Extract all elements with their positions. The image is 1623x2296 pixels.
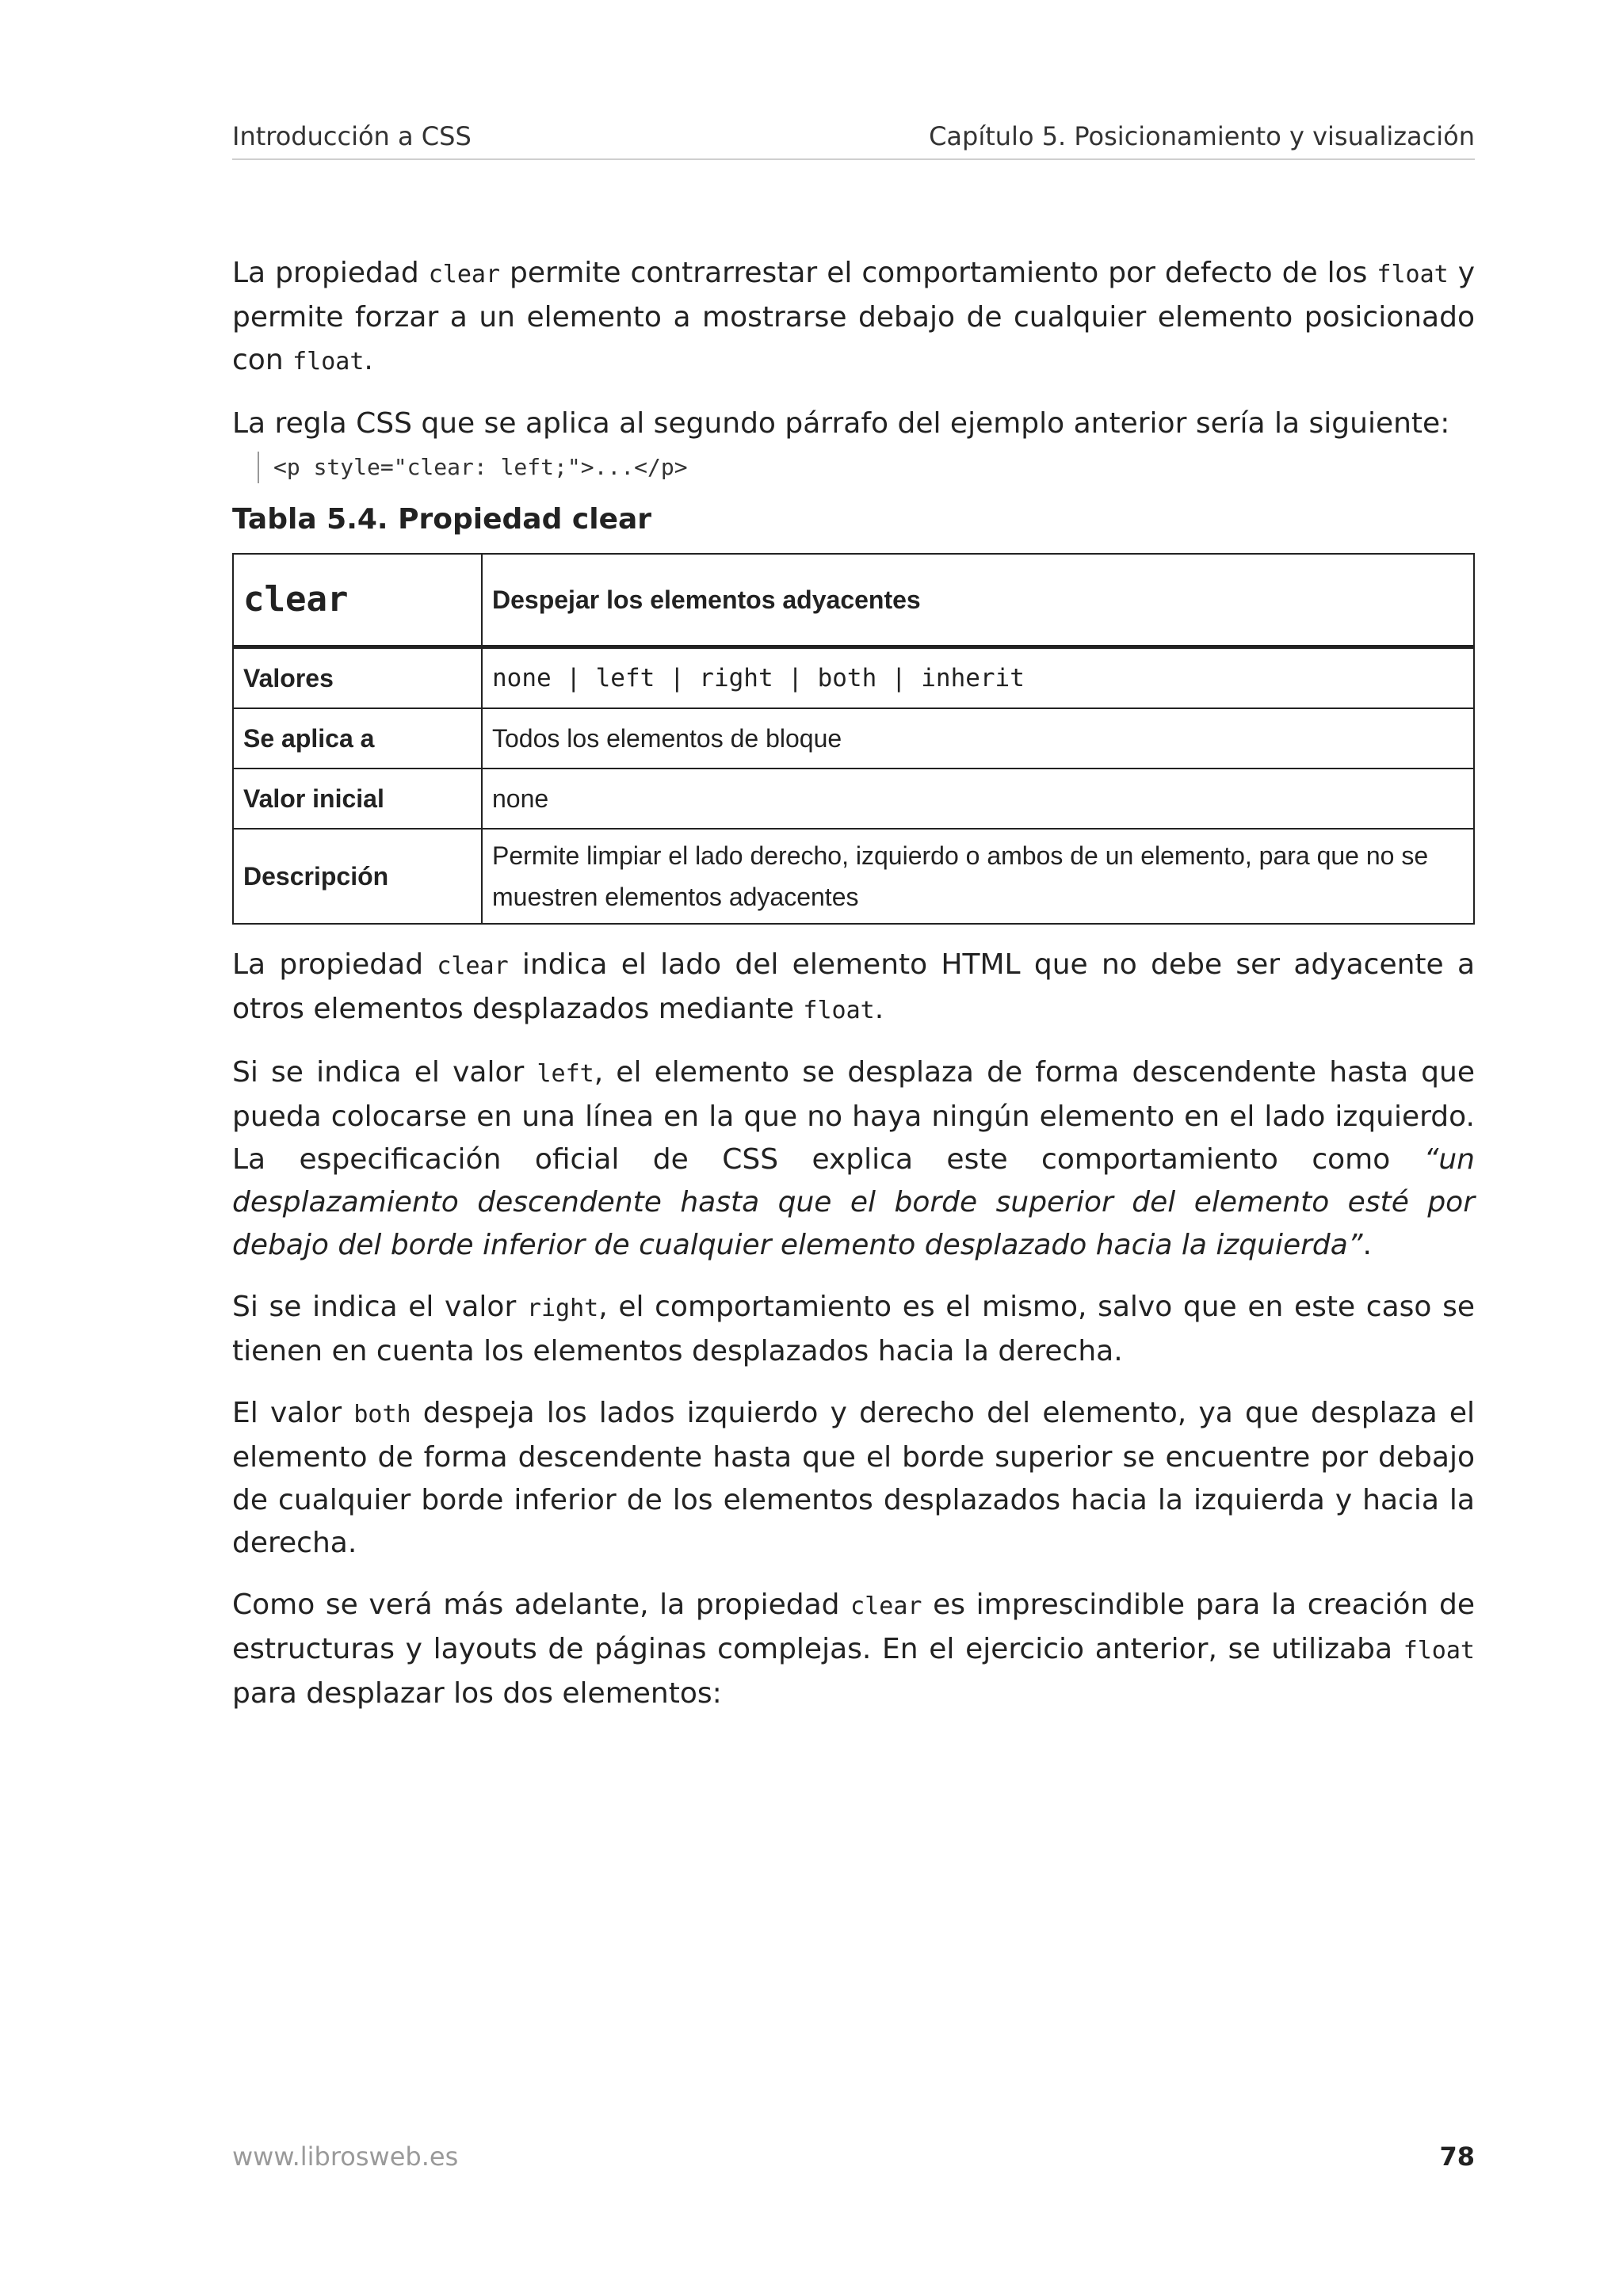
inline-code: left xyxy=(537,1060,594,1088)
text: y permite forzar a un elemento a mostrarse debajo de cualquier elemento posicionado con xyxy=(232,257,1476,376)
header-book-title: Introducción a CSS xyxy=(232,121,472,151)
row-value: Todos los elementos de bloque xyxy=(482,708,1474,769)
property-table xyxy=(232,553,1475,925)
inline-code: float xyxy=(292,348,365,376)
table-row xyxy=(233,829,1474,924)
row-value: none | left | right | both | inherit xyxy=(482,647,1474,709)
footer-site-url: www.librosweb.es xyxy=(232,2142,459,2172)
spec-quote: “un desplazamiento descendente hasta que el borde superior del elemento esté por debajo del borde inferior de cualquier elemento desplazado hacia la izquierda” xyxy=(232,1143,1475,1261)
row-label: Descripción xyxy=(233,829,482,924)
inline-code: float xyxy=(1403,1637,1475,1665)
paragraph-clear-meaning xyxy=(232,944,1475,1032)
text: La propiedad xyxy=(232,948,437,981)
text: El valor xyxy=(232,1397,354,1429)
row-label: Valor inicial xyxy=(233,769,482,829)
inline-code: clear xyxy=(428,261,501,288)
text: La propiedad xyxy=(232,257,429,289)
inline-code: clear xyxy=(437,952,509,980)
property-name: clear xyxy=(233,554,482,647)
text: permite contrarrestar el comportamiento por defecto de los xyxy=(500,257,1377,289)
inline-code: float xyxy=(1377,261,1449,288)
page-footer xyxy=(232,2139,1475,2174)
table-row xyxy=(233,769,1474,829)
code-example: <p style="clear: left;">...</p> xyxy=(258,452,1475,483)
page-number: 78 xyxy=(1439,2142,1475,2172)
document-page xyxy=(232,0,1475,2296)
inline-code: clear xyxy=(850,1592,922,1620)
inline-code: right xyxy=(526,1295,599,1322)
table-header-row xyxy=(233,554,1474,647)
row-label: Se aplica a xyxy=(233,708,482,769)
text: despeja los lados izquierdo y derecho del elemento, ya que desplaza el elemento de forma descendente hasta que el borde superior se encuentre por debajo de cualquier borde inferior de los elementos desplazados hacia la izquierda y hacia la derecha. xyxy=(232,1397,1476,1559)
text: , el elemento se desplaza de forma descendente hasta que pueda colocarse en una línea en la que no haya ningún elemento en el lado izquierdo. La especificación oficial de CSS explica este comportamiento como xyxy=(232,1056,1475,1176)
paragraph-right-value xyxy=(232,1286,1475,1373)
header-chapter-title: Capítulo 5. Posicionamiento y visualización xyxy=(929,121,1475,151)
text: es imprescindible para la creación de estructuras y layouts de páginas complejas. En el ejercicio anterior, se utilizaba xyxy=(232,1589,1475,1665)
paragraph-left-value xyxy=(232,1051,1475,1267)
text: . xyxy=(364,344,373,376)
page-content xyxy=(232,252,1475,1715)
table-caption: Tabla 5.4. Propiedad clear xyxy=(232,503,652,536)
paragraph-both-value xyxy=(232,1392,1475,1565)
row-value: none xyxy=(482,769,1474,829)
text: Como se verá más adelante, la propiedad xyxy=(232,1589,851,1621)
table-row xyxy=(233,647,1474,709)
paragraph-clear-intro xyxy=(232,252,1475,383)
text: indica el lado del elemento HTML que no debe ser adyacente a otros elementos desplazados mediante xyxy=(232,948,1476,1025)
text: . xyxy=(1362,1229,1372,1261)
running-header xyxy=(232,120,1475,160)
text: Si se indica el valor xyxy=(232,1056,537,1089)
row-label: Valores xyxy=(233,647,482,709)
text: para desplazar los dos elementos: xyxy=(232,1677,722,1710)
paragraph-clear-importance xyxy=(232,1584,1475,1715)
row-value: Permite limpiar el lado derecho, izquierdo o ambos de un elemento, para que no se muestren elementos adyacentes xyxy=(482,829,1474,924)
inline-code: both xyxy=(353,1401,411,1428)
table-row xyxy=(233,708,1474,769)
property-title: Despejar los elementos adyacentes xyxy=(482,554,1474,647)
text: . xyxy=(874,993,884,1025)
text: Si se indica el valor xyxy=(232,1291,527,1323)
paragraph-css-rule-intro: La regla CSS que se aplica al segundo párrafo del ejemplo anterior sería la siguiente: xyxy=(232,407,1450,440)
inline-code: float xyxy=(803,997,875,1024)
text: , el comportamiento es el mismo, salvo que en este caso se tienen en cuenta los elementos desplazados hacia la derecha. xyxy=(232,1291,1475,1367)
